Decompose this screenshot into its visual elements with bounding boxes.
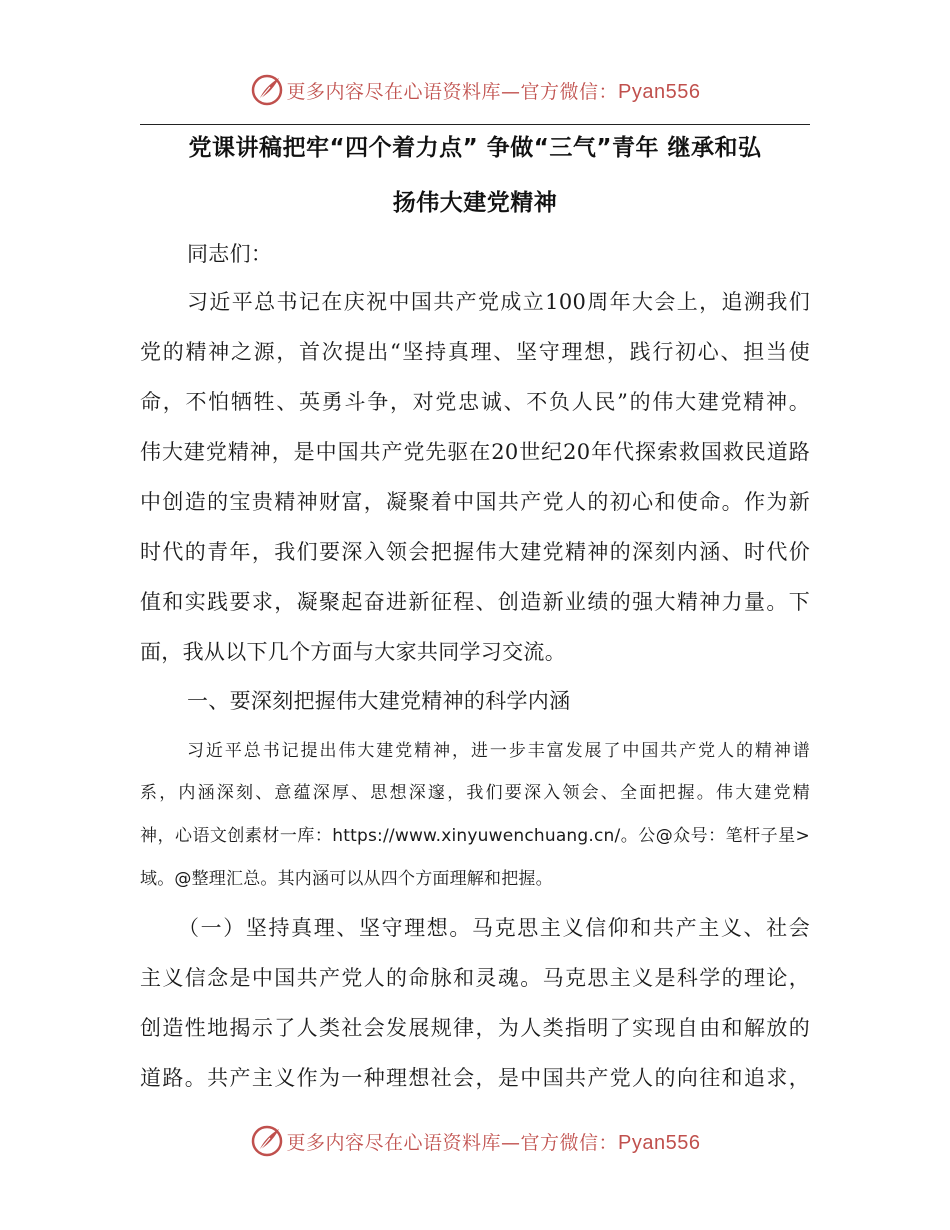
paragraph-line-small: 神，心语文创素材一库：https://www.xinyuwenchuang.cn/。公@众号：笔杆子星> xyxy=(140,826,810,846)
paragraph-line: 习近平总书记在庆祝中国共产党成立100周年大会上，追溯我们 xyxy=(187,290,810,314)
quill-logo-icon xyxy=(250,73,284,107)
paragraph-line: 伟大建党精神，是中国共产党先驱在20世纪20年代探索救国救民道路 xyxy=(140,440,810,464)
paragraph-line: 命，不怕牺牲、英勇斗争，对党忠诚、不负人民”的伟大建党精神。 xyxy=(140,390,810,414)
footer-watermark xyxy=(0,1121,950,1161)
paragraph-line: 主义信念是中国共产党人的命脉和灵魂。马克思主义是科学的理论， xyxy=(140,966,810,990)
paragraph-line: 时代的青年，我们要深入领会把握伟大建党精神的深刻内涵、时代价 xyxy=(140,540,810,564)
paragraph-line-small: 域。@整理汇总。其内涵可以从四个方面理解和把握。 xyxy=(140,869,553,889)
section-heading: 一、要深刻把握伟大建党精神的科学内涵 xyxy=(187,689,571,713)
paragraph-line: 中创造的宝贵精神财富，凝聚着中国共产党人的初心和使命。作为新 xyxy=(140,490,810,514)
paragraph-line: 创造性地揭示了人类社会发展规律，为人类指明了实现自由和解放的 xyxy=(140,1016,810,1040)
paragraph-line: 道路。共产主义作为一种理想社会，是中国共产党人的向往和追求， xyxy=(140,1066,810,1090)
subsection-line: （一）坚持真理、坚守理想。马克思主义信仰和共产主义、社会 xyxy=(178,916,810,940)
paragraph-line: 值和实践要求，凝聚起奋进新征程、创造新业绩的强大精神力量。下 xyxy=(140,590,810,614)
paragraph-line-small: 系，内涵深刻、意蕴深厚、思想深邃，我们要深入领会、全面把握。伟大建党精 xyxy=(140,783,810,803)
watermark-text: 更多内容尽在心语资料库—官方微信：Pyan556 xyxy=(286,80,701,103)
wechat-id: Pyan556 xyxy=(618,80,701,103)
paragraph-line: 党的精神之源，首次提出“坚持真理、坚守理想，践行初心、担当使 xyxy=(140,340,810,364)
wechat-id: Pyan556 xyxy=(618,1131,701,1154)
header-rule xyxy=(140,124,810,125)
quill-logo-icon xyxy=(250,1124,284,1158)
salutation: 同志们： xyxy=(187,242,273,266)
header-watermark xyxy=(0,70,950,110)
paragraph-line: 面，我从以下几个方面与大家共同学习交流。 xyxy=(140,640,566,664)
document-title-line-1: 党课讲稿把牢“四个着力点” 争做“三气”青年 继承和弘 xyxy=(188,135,762,161)
document-title-line-2: 扬伟大建党精神 xyxy=(392,190,558,216)
watermark-text: 更多内容尽在心语资料库—官方微信：Pyan556 xyxy=(286,1131,701,1154)
paragraph-line-small: 习近平总书记提出伟大建党精神，进一步丰富发展了中国共产党人的精神谱 xyxy=(187,741,810,761)
